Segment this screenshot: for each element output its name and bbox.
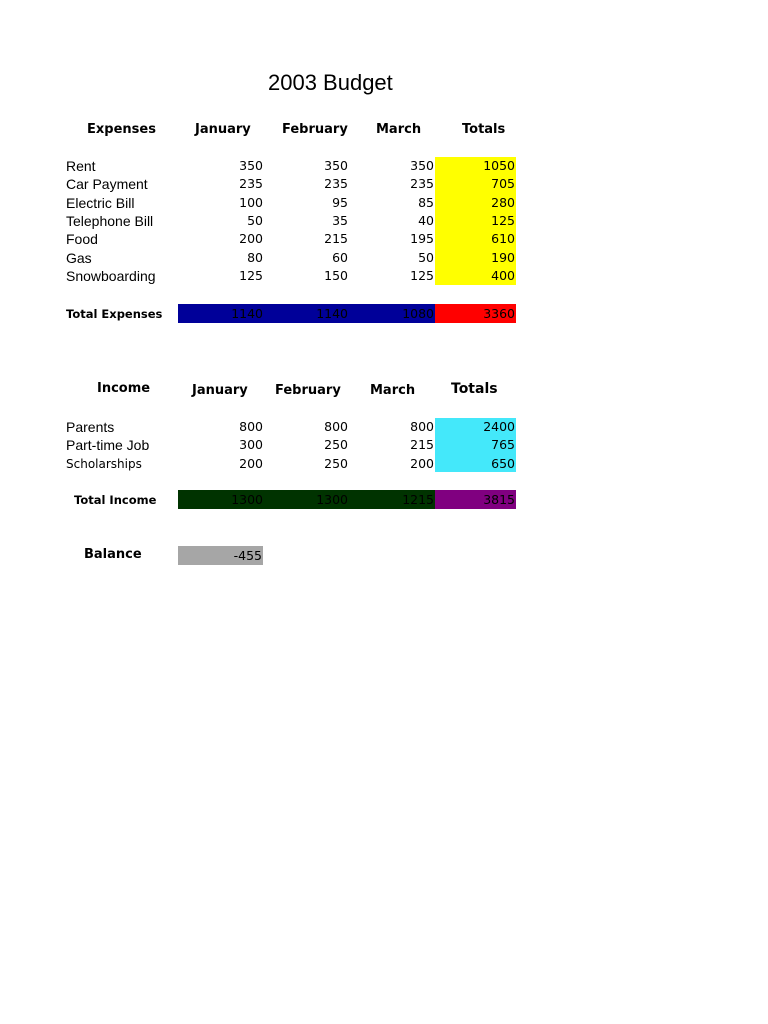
expenses-col-totals: Totals bbox=[462, 122, 506, 137]
expenses-col-january: January bbox=[195, 122, 251, 137]
total-income-label: Total Income bbox=[74, 493, 157, 507]
expenses-row-total: 280 bbox=[491, 194, 515, 210]
expenses-row-value: 235 bbox=[410, 176, 434, 192]
income-row-value: 300 bbox=[239, 437, 263, 453]
total-expenses-grand-total: 3360 bbox=[483, 306, 515, 321]
expenses-row-label: Electric Bill bbox=[66, 194, 135, 211]
total-income-february: 1300 bbox=[316, 492, 348, 507]
income-row-value: 800 bbox=[410, 419, 434, 434]
balance-value: -455 bbox=[233, 548, 262, 563]
income-col-totals: Totals bbox=[451, 381, 498, 397]
expenses-row-value: 125 bbox=[239, 267, 263, 283]
income-row-value: 800 bbox=[239, 419, 263, 434]
expenses-row-label: Gas bbox=[66, 249, 92, 266]
income-row-value: 250 bbox=[324, 455, 348, 471]
page-title: 2003 Budget bbox=[268, 70, 393, 95]
expenses-col-february: February bbox=[282, 122, 348, 137]
total-expenses-march: 1080 bbox=[402, 306, 434, 321]
expenses-row-label: Telephone Bill bbox=[66, 212, 154, 229]
income-col-march: March bbox=[370, 383, 416, 398]
total-expenses-label: Total Expenses bbox=[66, 307, 163, 321]
expenses-row-total: 190 bbox=[491, 249, 515, 265]
income-row-value: 250 bbox=[324, 437, 348, 453]
income-row-label: Scholarships bbox=[66, 456, 142, 471]
income-row-total: 765 bbox=[491, 437, 515, 453]
expenses-row-value: 95 bbox=[332, 194, 348, 210]
total-income-grand-total: 3815 bbox=[483, 492, 515, 507]
expenses-row-label: Car Payment bbox=[66, 176, 148, 193]
total-expenses-january: 1140 bbox=[231, 306, 263, 321]
expenses-row-value: 50 bbox=[418, 249, 434, 265]
income-row-label: Part-time Job bbox=[66, 437, 150, 454]
total-expenses-february: 1140 bbox=[316, 306, 348, 321]
expenses-row-value: 350 bbox=[410, 158, 434, 173]
expenses-row-value: 85 bbox=[418, 194, 434, 210]
expenses-row-value: 200 bbox=[239, 231, 263, 247]
expenses-row-value: 150 bbox=[324, 267, 348, 283]
expenses-row-total: 400 bbox=[491, 267, 515, 283]
expenses-row-value: 50 bbox=[247, 212, 263, 228]
expenses-row-total: 705 bbox=[491, 176, 515, 192]
income-row-value: 200 bbox=[239, 455, 263, 471]
income-col-february: February bbox=[275, 383, 341, 398]
expenses-row-total: 610 bbox=[491, 231, 515, 247]
balance-label: Balance bbox=[84, 547, 142, 562]
expenses-row-value: 235 bbox=[239, 176, 263, 192]
income-row-value: 200 bbox=[410, 455, 434, 471]
expenses-row-value: 35 bbox=[332, 212, 348, 228]
expenses-row-total: 125 bbox=[491, 212, 515, 228]
expenses-row-value: 60 bbox=[332, 249, 348, 265]
expenses-row-label: Food bbox=[66, 231, 98, 248]
total-income-january: 1300 bbox=[231, 492, 263, 507]
expenses-col-march: March bbox=[376, 122, 422, 137]
expenses-row-value: 350 bbox=[324, 158, 348, 173]
expenses-row-value: 215 bbox=[324, 231, 348, 247]
expenses-row-value: 40 bbox=[418, 212, 434, 228]
income-row-value: 800 bbox=[324, 419, 348, 434]
expenses-row-value: 125 bbox=[410, 267, 434, 283]
income-row-total: 650 bbox=[491, 455, 515, 471]
expenses-row-value: 100 bbox=[239, 194, 263, 210]
expenses-row-value: 350 bbox=[239, 158, 263, 173]
income-col-january: January bbox=[192, 383, 248, 398]
income-row-total: 2400 bbox=[483, 419, 515, 434]
expenses-row-value: 195 bbox=[410, 231, 434, 247]
expenses-row-total: 1050 bbox=[483, 158, 515, 173]
expenses-row-label: Rent bbox=[66, 158, 96, 174]
income-row-label: Parents bbox=[66, 419, 115, 435]
expenses-row-label: Snowboarding bbox=[66, 267, 156, 284]
income-row-value: 215 bbox=[410, 437, 434, 453]
expenses-row-value: 235 bbox=[324, 176, 348, 192]
income-header: Income bbox=[97, 381, 151, 396]
expenses-row-value: 80 bbox=[247, 249, 263, 265]
expenses-header: Expenses bbox=[87, 122, 156, 137]
total-income-march: 1215 bbox=[402, 492, 434, 507]
